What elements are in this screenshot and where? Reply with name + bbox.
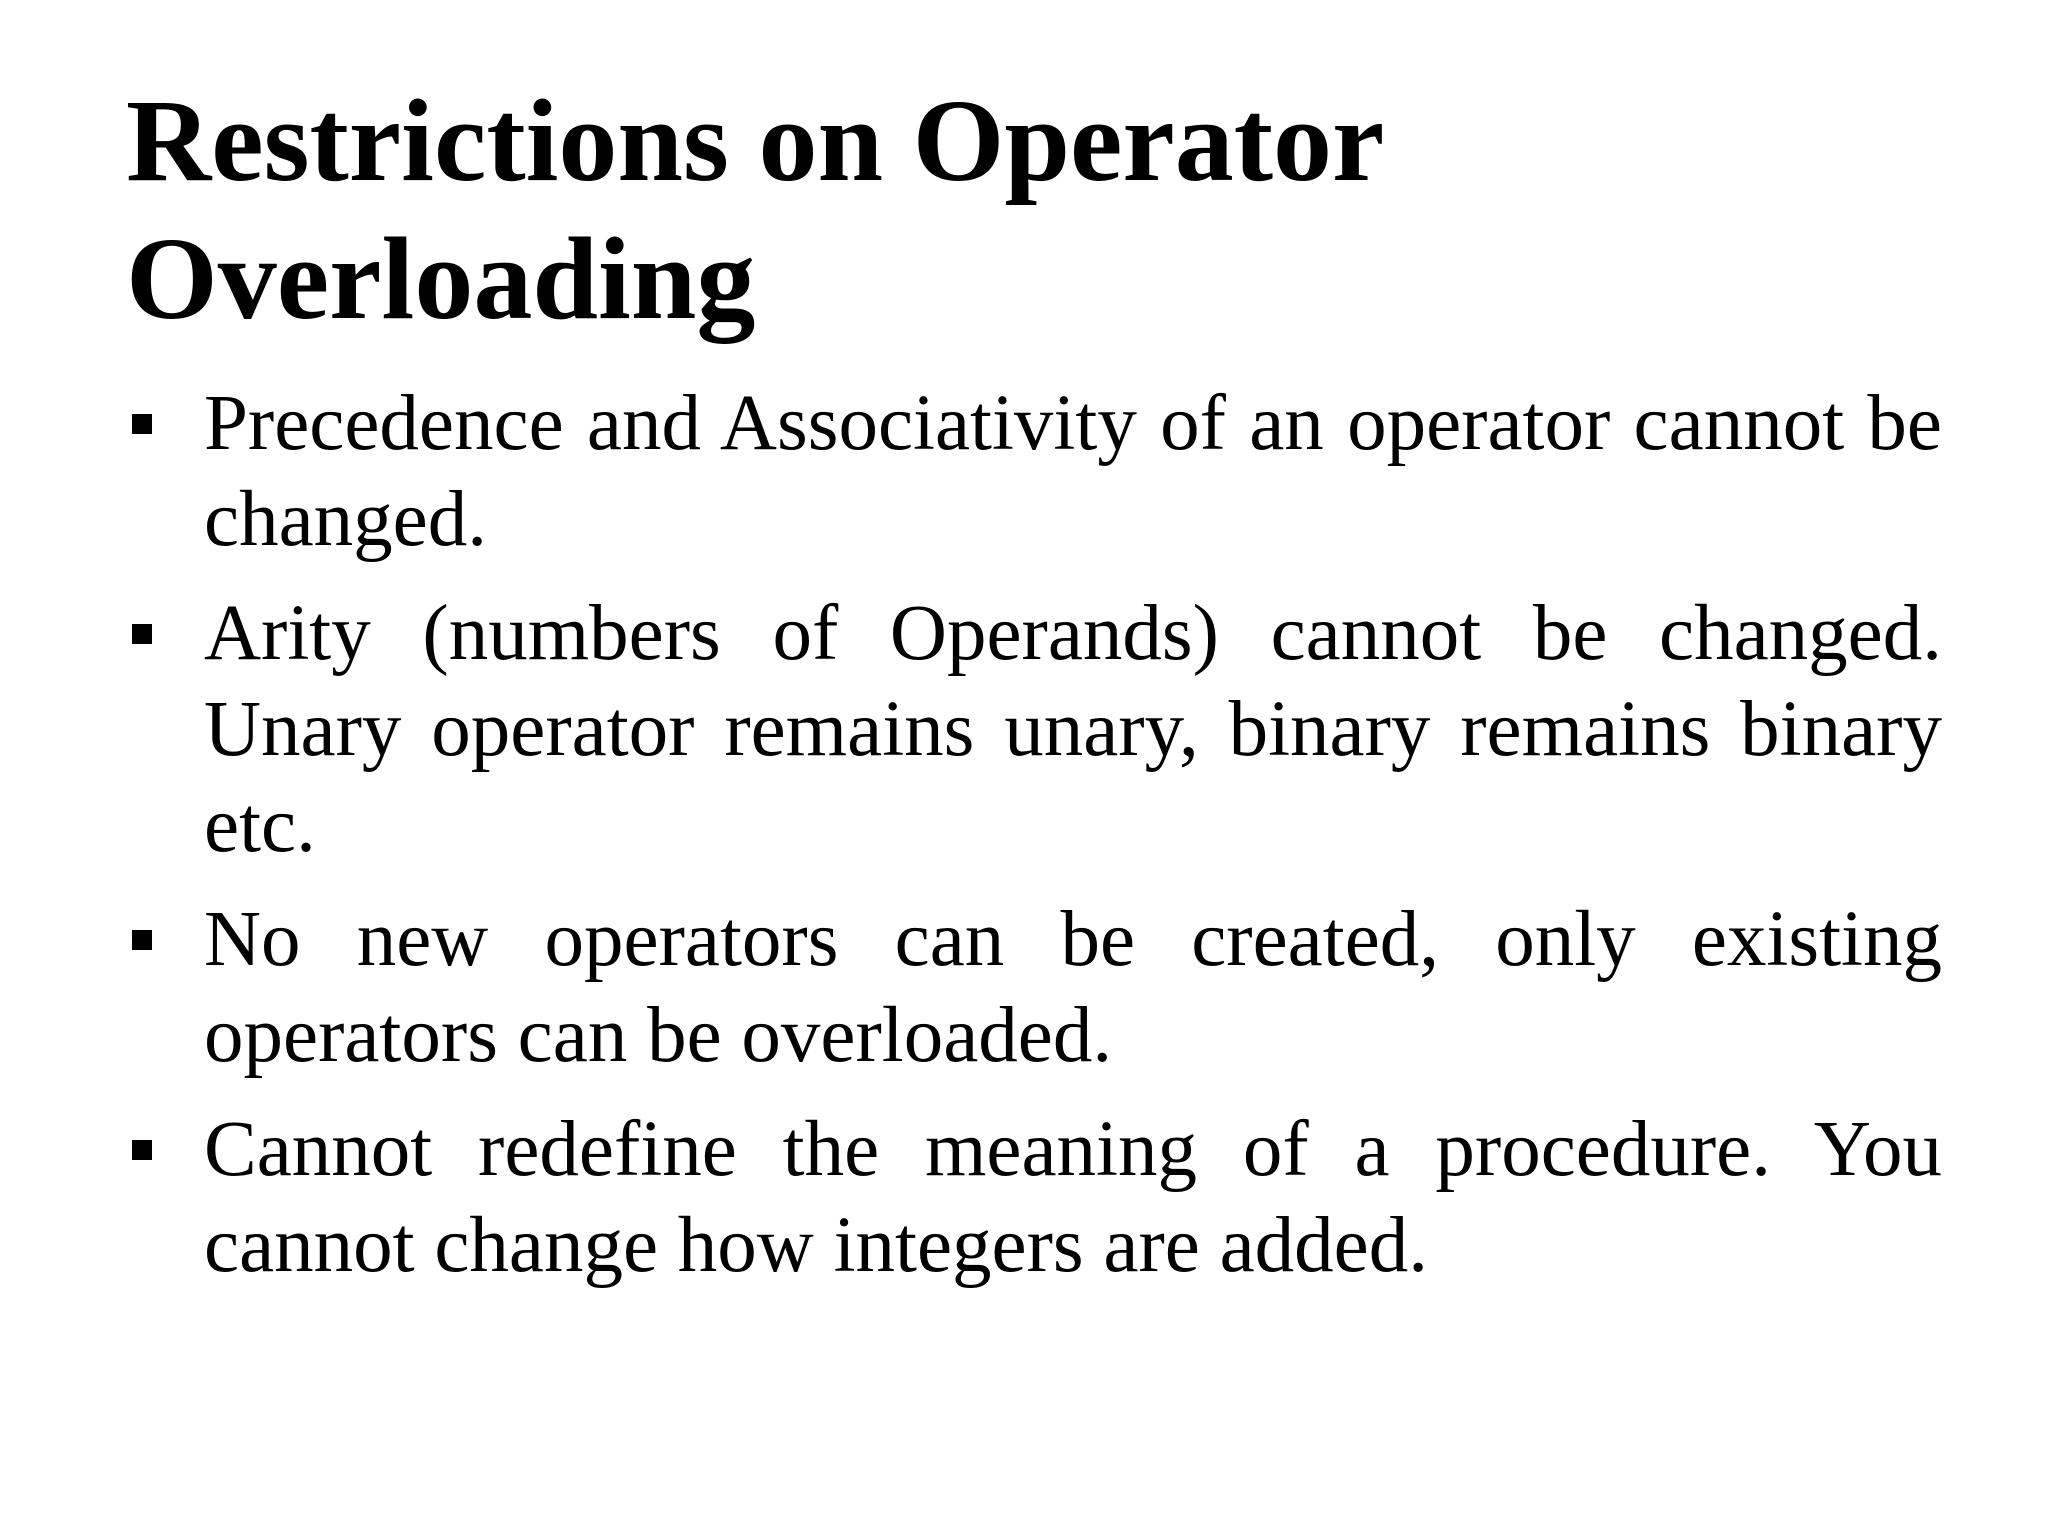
square-bullet-icon: [132, 624, 152, 644]
bullet-list: [126, 376, 1942, 1312]
square-bullet-icon: [132, 1140, 152, 1160]
square-bullet-icon: [132, 930, 152, 950]
bullet-item-new-operators: [126, 892, 1942, 1084]
bullet-text: Arity (numbers of Operands) cannot be changed. Unary operator remains unary, binary remains binary etc.: [204, 590, 1942, 869]
bullet-item-redefine: [126, 1102, 1942, 1294]
square-bullet-icon: [132, 414, 152, 434]
bullet-item-precedence: [126, 376, 1942, 568]
bullet-text: Cannot redefine the meaning of a procedure. You cannot change how integers are added.: [204, 1106, 1942, 1289]
bullet-text: Precedence and Associativity of an operator cannot be changed.: [204, 380, 1942, 563]
slide-title: Restrictions on Operator Overloading: [126, 75, 1383, 344]
bullet-text: No new operators can be created, only existing operators can be overloaded.: [204, 896, 1942, 1079]
bullet-item-arity: [126, 586, 1942, 874]
